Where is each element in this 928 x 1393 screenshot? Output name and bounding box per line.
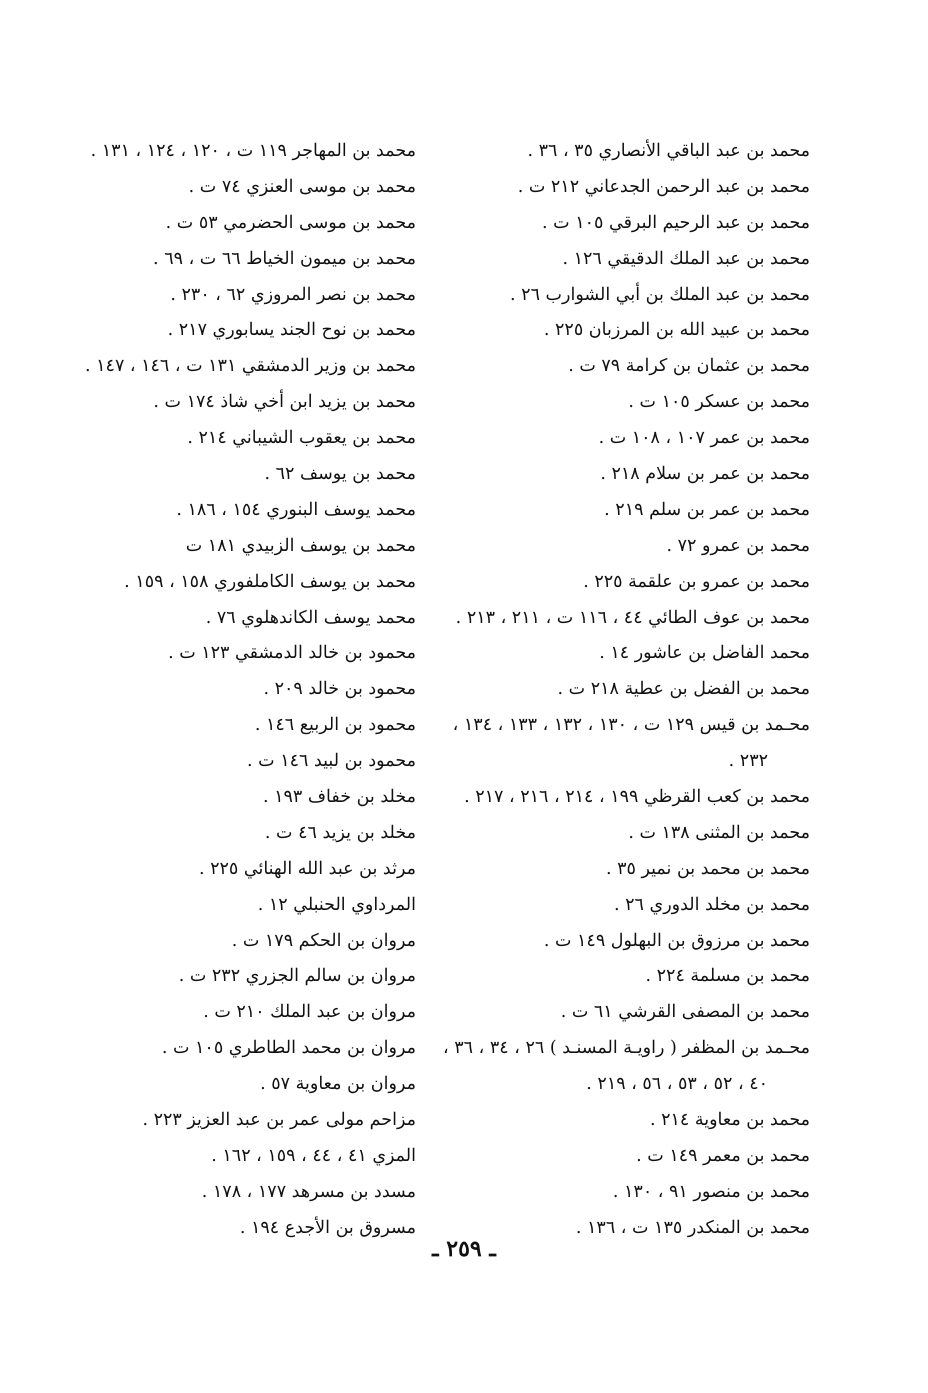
index-entry: مرثد بن عبد الله الهنائي ٢٢٥ .: [198, 858, 416, 879]
index-entry: محمود بن الربيع ١٤٦ .: [254, 715, 416, 736]
index-entry: محمد بن عمرو بن علقمة ٢٢٥ .: [583, 571, 810, 592]
index-entry: مزاحم مولى عمر بن عبد العزيز ٢٢٣ .: [142, 1110, 416, 1131]
index-entry: محمد بن يوسف الكاملفوري ١٥٨ ، ١٥٩ .: [124, 571, 416, 592]
index-entry-continuation: ٤٠ ، ٥٢ ، ٥٣ ، ٥٦ ، ٢١٩ .: [586, 1074, 768, 1095]
index-entry: محمد بن معاوية ٢١٤ .: [649, 1110, 810, 1131]
index-entry: محمد بن المصفى القرشي ٦١ ت .: [560, 1002, 810, 1023]
index-entry: محمد بن عبد الملك الدقيقي ١٢٦ .: [562, 248, 810, 269]
index-entry: مروان بن عبد الملك ٢١٠ ت .: [203, 1002, 416, 1023]
index-entry: محمد بن كعب القرظي ١٩٩ ، ٢١٤ ، ٢١٦ ، ٢١٧ .: [464, 787, 810, 808]
index-entry: محمد بن عبد الباقي الأنصاري ٣٥ ، ٣٦ .: [527, 141, 810, 161]
index-entry: محمد بن عوف الطائي ٤٤ ، ١١٦ ت ، ٢١١ ، ٢١٣ .: [455, 607, 810, 628]
index-entry: محمد بن وزير الدمشقي ١٣١ ت ، ١٤٦ ، ١٤٧ .: [85, 356, 416, 377]
index-entry: محمد بن الفضل بن عطية ٢١٨ ت .: [557, 679, 810, 700]
index-entry: مروان بن محمد الطاطري ١٠٥ ت .: [161, 1038, 416, 1059]
index-entry: محمد بن عبيد الله بن المرزبان ٢٢٥ .: [543, 320, 810, 341]
index-entry: محمود بن لبيد ١٤٦ ت .: [247, 751, 416, 772]
index-entry: محمد بن يزيد ابن أخي شاذ ١٧٤ ت .: [153, 392, 416, 413]
index-entry: محمود بن خالد ٢٠٩ .: [263, 679, 416, 700]
index-entry: محمد بن المثنى ١٣٨ ت .: [628, 822, 810, 843]
index-entry: مروان بن الحكم ١٧٩ ت .: [231, 930, 416, 951]
index-entry: محمد الفاضل بن عاشور ١٤ .: [599, 643, 810, 664]
index-entry: محمد بن محمد بن نمير ٣٥ .: [605, 858, 810, 879]
index-entry: محمد بن مخلد الدوري ٢٦ .: [614, 894, 810, 915]
index-entry: مخلد بن يزيد ٤٦ ت .: [264, 822, 416, 843]
index-entry: محمد بن معمر ١٤٩ ت .: [636, 1145, 810, 1166]
index-entry: مسروق بن الأجدع ١٩٤ .: [239, 1217, 416, 1238]
index-entry: محمد بن نوح الجند يسابوري ٢١٧ .: [167, 320, 416, 341]
index-entry: المزي ٤١ ، ٤٤ ، ١٥٩ ، ١٦٢ .: [211, 1145, 416, 1166]
index-entry: محمد بن عسكر ١٠٥ ت .: [628, 392, 810, 413]
index-entry: محمد بن نصر المروزي ٦٢ ، ٢٣٠ .: [170, 284, 416, 305]
index-entry: محمد بن يوسف الزبيدي ١٨١ ت: [185, 535, 416, 556]
index-entry: محـمد بن المظفر ( راويـة المسنـد ) ٢٦ ، ٣٤ ، ٣٦ ،: [443, 1038, 810, 1059]
index-column-right: [440, 134, 810, 1247]
index-entry: محمود بن خالد الدمشقي ١٢٣ ت .: [168, 643, 416, 664]
index-entry: محمد بن عمر ١٠٧ ، ١٠٨ ت .: [598, 428, 810, 449]
index-entry: محمد بن مسلمة ٢٢٤ .: [645, 966, 810, 987]
page-number: ـ ٢٥٩ ـ: [432, 1236, 496, 1262]
index-entry: محـمد بن قيس ١٢٩ ت ، ١٣٠ ، ١٣٢ ، ١٣٣ ، ١٣٤ ،: [452, 715, 810, 736]
index-entry: محمد بن يعقوب الشيباني ٢١٤ .: [187, 428, 416, 449]
index-entry: محمد بن عبد الرحيم البرقي ١٠٥ ت .: [542, 212, 810, 233]
index-entry: محمد بن عبد الرحمن الجدعاني ٢١٢ ت .: [517, 176, 810, 197]
index-entry: محمد بن ميمون الخياط ٦٦ ت ، ٦٩ .: [153, 248, 416, 269]
index-entry: محمد بن عبد الملك بن أبي الشوارب ٢٦ .: [510, 284, 810, 305]
index-entry: محمد بن موسى الحضرمي ٥٣ ت .: [165, 212, 416, 233]
index-entry: محمد بن عمر بن سلام ٢١٨ .: [600, 464, 810, 485]
index-entry: محمد بن المهاجر ١١٩ ت ، ١٢٠ ، ١٢٤ ، ١٣١ .: [90, 141, 416, 161]
index-entry: مخلد بن خفاف ١٩٣ .: [262, 787, 416, 808]
index-entry-continuation: ٢٣٢ .: [728, 751, 768, 772]
index-entry: محمد بن موسى العنزي ٧٤ ت .: [188, 176, 416, 197]
index-entry: محمد بن يوسف ٦٢ .: [264, 464, 416, 485]
index-column-left: [16, 134, 416, 1247]
index-entry: مروان بن سالم الجزري ٢٣٢ ت .: [178, 966, 416, 987]
index-entry: محمد يوسف البنوري ١٥٤ ، ١٨٦ .: [176, 499, 416, 520]
index-entry: محمد بن عمر بن سلم ٢١٩ .: [604, 499, 810, 520]
index-entry: محمد بن المنكدر ١٣٥ ت ، ١٣٦ .: [575, 1217, 810, 1238]
index-entry: محمد يوسف الكاندهلوي ٧٦ .: [205, 607, 416, 628]
index-entry: محمد بن مرزوق بن البهلول ١٤٩ ت .: [543, 930, 810, 951]
index-entry: محمد بن منصور ٩١ ، ١٣٠ .: [612, 1181, 810, 1202]
index-entry: محمد بن عمرو ٧٢ .: [666, 535, 810, 556]
index-entry: مروان بن معاوية ٥٧ .: [260, 1074, 416, 1095]
index-entry: محمد بن عثمان بن كرامة ٧٩ ت .: [568, 356, 810, 377]
index-entry: مسدد بن مسرهد ١٧٧ ، ١٧٨ .: [201, 1181, 416, 1202]
index-entry: المرداوي الحنبلي ١٢ .: [257, 894, 416, 915]
